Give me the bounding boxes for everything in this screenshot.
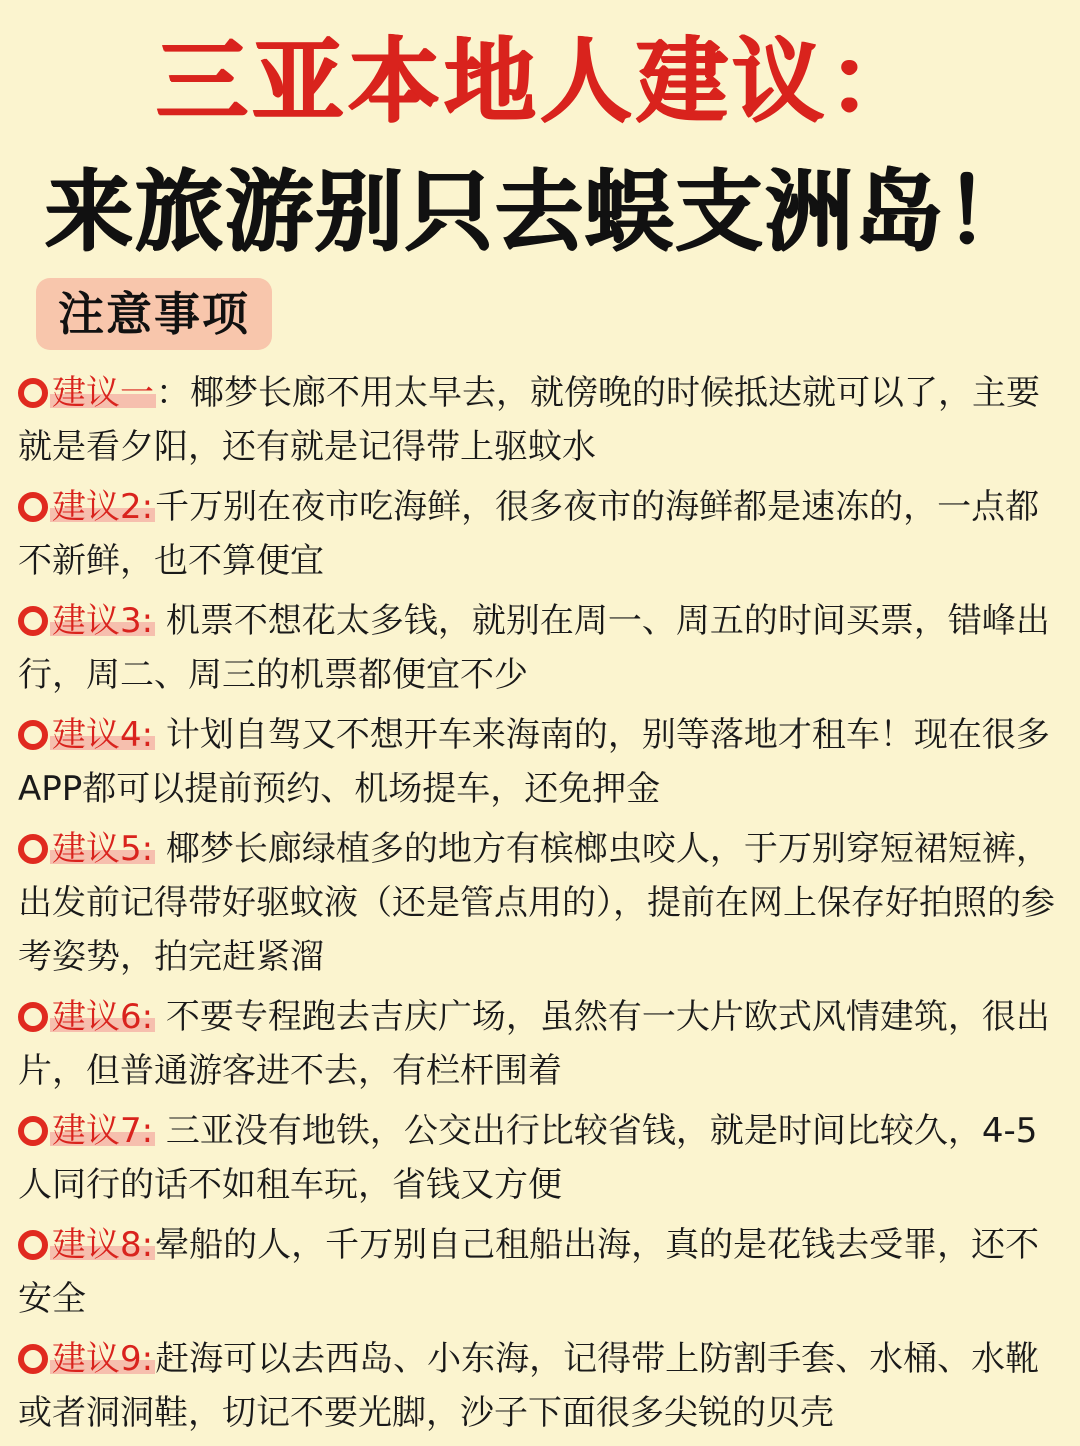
tip-label: 建议3: (52, 601, 154, 641)
red-circle-icon (18, 1230, 48, 1260)
red-circle-icon (18, 1002, 48, 1032)
tip-item-5 (18, 822, 1070, 984)
tip-text: 三亚没有地铁，公交出行比较省钱，就是时间比较久，4-5人同行的话不如租车玩，省钱又方便 (18, 1111, 1038, 1205)
tip-text: 椰梦长廊绿植多的地方有槟榔虫咬人，于万别穿短裙短裤，出发前记得带好驱蚊液（还是管点用的），提前在网上保存好拍照的参考姿势，拍完赶紧溜 (18, 829, 1055, 977)
tips-list (18, 366, 1070, 1446)
tip-text: ：椰梦长廊不用太早去，就傍晚的时候抵达就可以了，主要就是看夕阳，还有就是记得带上驱蚊水 (18, 373, 1040, 467)
red-circle-icon (18, 834, 48, 864)
tip-text: 计划自驾又不想开车来海南的，别等落地才租车！现在很多APP都可以提前预约、机场提车，还免押金 (18, 715, 1050, 809)
tip-label: 建议9: (52, 1339, 154, 1379)
tip-text: 晕船的人，千万别自己租船出海，真的是花钱去受罪，还不安全 (18, 1225, 1040, 1319)
tip-item-9 (18, 1332, 1070, 1440)
red-circle-icon (18, 1116, 48, 1146)
red-circle-icon (18, 606, 48, 636)
section-tag: 注意事项 (36, 278, 272, 350)
tip-text: 机票不想花太多钱，就别在周一、周五的时间买票，错峰出行，周二、周三的机票都便宜不少 (18, 601, 1050, 695)
tip-text: 不要专程跑去吉庆广场，虽然有一大片欧式风情建筑，很出片，但普通游客进不去，有栏杆围着 (18, 997, 1050, 1091)
tip-item-3 (18, 594, 1070, 702)
tip-text: 千万别在夜市吃海鲜，很多夜市的海鲜都是速冻的，一点都不新鲜，也不算便宜 (18, 487, 1040, 581)
tip-item-8 (18, 1218, 1070, 1326)
red-circle-icon (18, 378, 48, 408)
tip-label: 建议5: (52, 829, 154, 869)
tip-label: 建议8: (52, 1225, 154, 1265)
red-circle-icon (18, 492, 48, 522)
title-line-1: 三亚本地人建议： (155, 28, 924, 135)
tip-label: 建议6: (52, 997, 154, 1037)
tip-item-2 (18, 480, 1070, 588)
tip-label: 建议7: (52, 1111, 154, 1151)
tip-item-1 (18, 366, 1070, 474)
tip-text: 赶海可以去西岛、小东海，记得带上防割手套、水桶、水靴或者洞洞鞋，切记不要光脚，沙子下面很多尖锐的贝壳 (18, 1339, 1040, 1433)
title-line-2: 来旅游别只去蜈支洲岛！ (44, 160, 1035, 263)
red-circle-icon (18, 1344, 48, 1374)
tip-label: 建议一 (52, 373, 154, 413)
tip-item-6 (18, 990, 1070, 1098)
tip-label: 建议2: (52, 487, 154, 527)
tip-item-7 (18, 1104, 1070, 1212)
tip-label: 建议4: (52, 715, 154, 755)
red-circle-icon (18, 720, 48, 750)
tip-item-4 (18, 708, 1070, 816)
